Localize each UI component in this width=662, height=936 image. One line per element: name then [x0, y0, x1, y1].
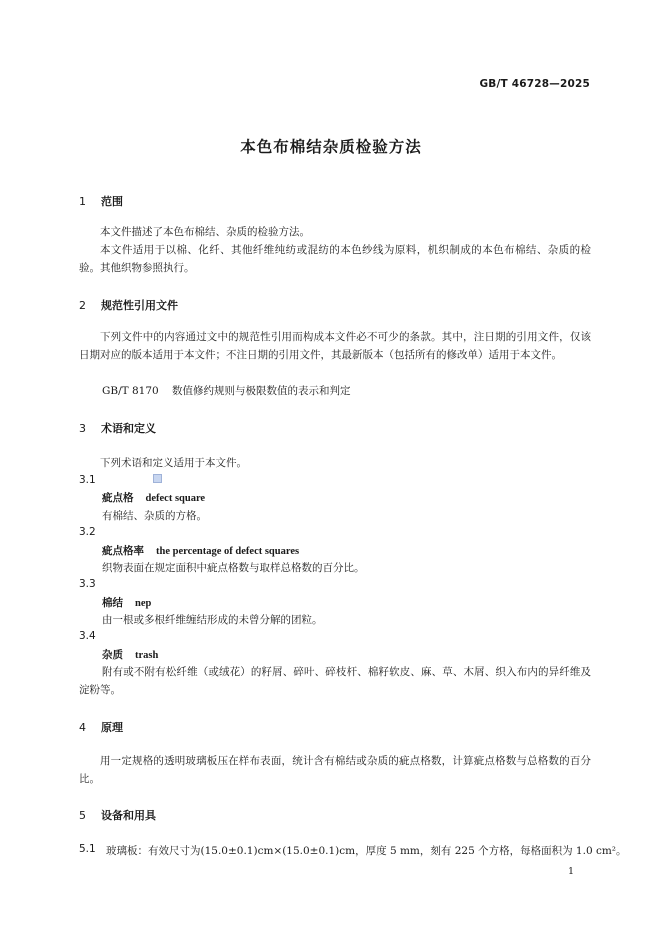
- term-definition: 有棉结、杂质的方格。: [102, 510, 207, 522]
- clause-text: 玻璃板：有效尺寸为(15.0±0.1)cm×(15.0±0.1)cm，厚度 5 mm，刻有 225 个方格，每格面积为 1.0 cm²。: [106, 845, 627, 857]
- term-en: defect square: [145, 493, 206, 504]
- term-en: the percentage of defect squares: [156, 546, 300, 557]
- section-1-paragraph-2: 本文件适用于以棉、化纤、其他纤维纯纺或混纺的本色纱线为原料，机织制成的本色布棉结、杂质的检验。其他织物参照执行。: [79, 244, 591, 274]
- section-2-heading: [79, 297, 178, 313]
- clause-number: 5.1: [79, 843, 96, 855]
- standard-code: GB/T 46728—2025: [479, 78, 590, 90]
- term-heading: [102, 543, 299, 558]
- reference-title: 数值修约规则与极限数值的表示和判定: [172, 385, 351, 397]
- term-zh: 疵点格率: [102, 545, 144, 557]
- term-number: 3.4: [79, 630, 96, 642]
- section-number: 3: [79, 422, 86, 435]
- section-4-heading: [79, 719, 123, 735]
- section-number: 2: [79, 299, 86, 312]
- term-heading: [102, 595, 151, 610]
- term-number: 3.1: [79, 474, 96, 486]
- term-zh: 疵点格: [102, 492, 134, 504]
- term-en: trash: [135, 650, 159, 661]
- term-zh: 杂质: [102, 649, 123, 661]
- section-title: 范围: [101, 195, 123, 208]
- term-definition: 织物表面在规定面积中疵点格数与取样总格数的百分比。: [102, 562, 365, 574]
- section-number: 4: [79, 721, 86, 734]
- section-number: 5: [79, 809, 86, 822]
- section-1-paragraph-1: 本文件描述了本色布棉结、杂质的检验方法。: [100, 226, 310, 238]
- page-number: 1: [567, 866, 574, 877]
- term-definition: 附有或不附有松纤维（或绒花）的籽屑、碎叶、碎枝杆、棉籽软皮、麻、草、木屑、织入布内的异纤维及淀粉等。: [79, 666, 591, 696]
- section-title: 术语和定义: [101, 422, 156, 435]
- term-zh: 棉结: [102, 597, 123, 609]
- section-title: 规范性引用文件: [101, 299, 178, 312]
- section-3-intro: 下列术语和定义适用于本文件。: [100, 457, 247, 469]
- term-heading: [102, 647, 158, 662]
- section-4-paragraph-1: 用一定规格的透明玻璃板压在样布表面，统计含有棉结或杂质的疵点格数，计算疵点格数与总格数的百分比。: [79, 755, 591, 785]
- term-number: 3.3: [79, 578, 96, 590]
- section-3-heading: [79, 420, 156, 436]
- term-heading: [102, 490, 205, 505]
- section-title: 原理: [101, 721, 123, 734]
- reference-code: GB/T 8170: [102, 385, 159, 397]
- term-en: nep: [135, 598, 152, 609]
- term-definition: 由一根或多根纤维缠结形成的未曾分解的团粒。: [102, 614, 323, 626]
- section-number: 1: [79, 195, 86, 208]
- document-title: 本色布棉结杂质检验方法: [240, 138, 422, 156]
- normative-reference: [102, 383, 351, 398]
- term-number: 3.2: [79, 526, 96, 538]
- small-stamp-mark: [153, 474, 162, 483]
- section-title: 设备和用具: [101, 809, 156, 822]
- section-1-heading: [79, 193, 123, 209]
- section-2-paragraph-1: 下列文件中的内容通过文中的规范性引用而构成本文件必不可少的条款。其中，注日期的引用文件，仅该日期对应的版本适用于本文件；不注日期的引用文件，其最新版本（包括所有的修改单）适用于本文件。: [79, 331, 591, 361]
- section-5-heading: [79, 807, 156, 823]
